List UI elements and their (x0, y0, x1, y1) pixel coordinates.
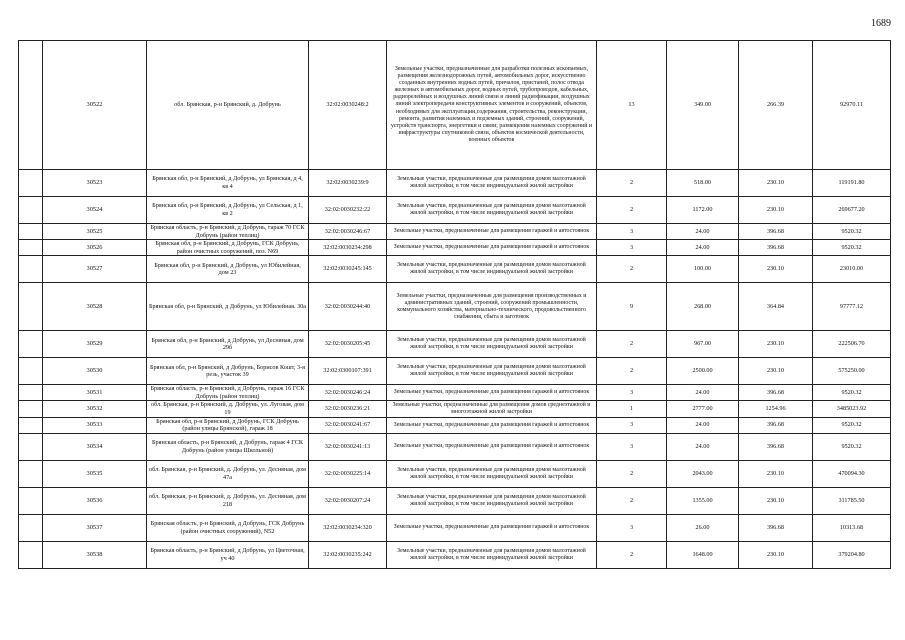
cadastral-number-cell: 32:02:0030232:22 (309, 197, 387, 224)
record-number: 30523 (43, 170, 147, 197)
group-number-cell: 13 (597, 41, 667, 170)
record-number: 30533 (43, 417, 147, 433)
group-number-cell: 1 (597, 401, 667, 417)
blank-cell (19, 385, 43, 401)
blank-cell (19, 283, 43, 331)
record-number: 30524 (43, 197, 147, 224)
cadastral-number-cell: 32:02:0030246:67 (309, 224, 387, 240)
cadastral-number-cell: 32:02:0030234:298 (309, 240, 387, 256)
record-number: 30534 (43, 433, 147, 460)
blank-cell (19, 417, 43, 433)
cadastral-value-cell: 97777.12 (813, 283, 891, 331)
area-cell: 2777.00 (667, 401, 739, 417)
area-cell: 24.00 (667, 433, 739, 460)
area-cell: 2043.00 (667, 460, 739, 487)
record-number: 30527 (43, 256, 147, 283)
record-number: 30522 (43, 41, 147, 170)
area-cell: 2500.00 (667, 358, 739, 385)
page-number: 1689 (871, 18, 891, 29)
blank-cell (19, 541, 43, 568)
table-row (19, 170, 891, 197)
table-row (19, 283, 891, 331)
record-number: 30529 (43, 331, 147, 358)
specific-value-cell: 396.68 (739, 240, 813, 256)
blank-cell (19, 433, 43, 460)
table-row (19, 417, 891, 433)
table-row (19, 401, 891, 417)
blank-cell (19, 240, 43, 256)
cadastral-value-cell: 3485023.92 (813, 401, 891, 417)
group-number-cell: 2 (597, 197, 667, 224)
address-cell: Брянская обл, р-н Брянский, д Добрунь, ул Брянская, д 4, кв 4 (147, 170, 309, 197)
address-cell: обл. Брянская, р-н Брянский, д. Добрунь, ул. Десняная, дом 47а (147, 460, 309, 487)
table-row (19, 385, 891, 401)
area-cell: 26.00 (667, 514, 739, 541)
cadastral-number-cell: 32:02:0030246:24 (309, 385, 387, 401)
cadastral-value-cell: 379204.80 (813, 541, 891, 568)
group-number-cell: 3 (597, 514, 667, 541)
specific-value-cell: 1254.96 (739, 401, 813, 417)
record-number: 30536 (43, 487, 147, 514)
land-purpose-cell: Земельные участки, предназначенные для размещения домов малоэтажной жилой застройки, в том числе индивидуальной жилой застройки (387, 487, 597, 514)
land-purpose-cell: Земельные участки, предназначенные для размещения гаражей и автостоянок (387, 417, 597, 433)
table-row (19, 541, 891, 568)
cadastral-number-cell: 32:02:0030205:45 (309, 331, 387, 358)
cadastral-number-cell: 32:02:0030239:9 (309, 170, 387, 197)
table-row (19, 460, 891, 487)
specific-value-cell: 230.10 (739, 460, 813, 487)
table-row (19, 331, 891, 358)
cadastral-value-cell: 470094.30 (813, 460, 891, 487)
blank-cell (19, 41, 43, 170)
specific-value-cell: 230.10 (739, 331, 813, 358)
table-row (19, 433, 891, 460)
table-row (19, 256, 891, 283)
address-cell: Брянская обл, р-н Брянский, д Добрунь, ул Юбилейная. 30а (147, 283, 309, 331)
area-cell: 24.00 (667, 385, 739, 401)
specific-value-cell: 396.68 (739, 514, 813, 541)
cadastral-number-cell: 32:02:0030244:40 (309, 283, 387, 331)
cadastral-number-cell: 32:02:0030241:13 (309, 433, 387, 460)
table-row (19, 224, 891, 240)
table-row (19, 41, 891, 170)
cadastral-value-cell: 9520.32 (813, 385, 891, 401)
cadastral-number-cell: 32:02:0300107:391 (309, 358, 387, 385)
record-number: 30537 (43, 514, 147, 541)
address-cell: Брянская область, р-н Брянский, д Добрунь, гараж 70 ГСК Добрунь (район теплиц) (147, 224, 309, 240)
table-row (19, 358, 891, 385)
specific-value-cell: 396.68 (739, 224, 813, 240)
area-cell: 518.00 (667, 170, 739, 197)
land-purpose-cell: Земельные участки, предназначенные для размещения домов малоэтажной жилой застройки, в том числе индивидуальной жилой застройки (387, 331, 597, 358)
area-cell: 1172.00 (667, 197, 739, 224)
group-number-cell: 3 (597, 385, 667, 401)
area-cell: 967.00 (667, 331, 739, 358)
land-purpose-cell: Земельные участки, предназначенные для разработки полезных ископаемых, размещения железнодорожных путей, автомобильных дорог, искусственно созданных внутренних водных путей, причалов, пристаней, полос отвода железных и автомобильных дорог, водных путей, трубопроводов, кабельных, радиорелейных и воздушных линий связи и линий радиофикации, воздушных линий электропередачи конструктивных элементов и сооружений, объектов, необходимых для эксплуатации,содержания, строительства, реконструкции, ремонта, развития наземных и подземных зданий, строений, сооружений, устройств транспорта, энергетики и связи; размещения наземных сооружений и инфраструктуры спутниковой связи, объектов космической деятельности, военных объектов (387, 41, 597, 170)
land-purpose-cell: Земельные участки, предназначенные для размещения домов малоэтажной жилой застройки, в том числе индивидуальной жилой застройки (387, 197, 597, 224)
blank-cell (19, 358, 43, 385)
specific-value-cell: 364.84 (739, 283, 813, 331)
land-purpose-cell: Земельные участки, предназначенные для размещения производственных и административных зданий, строений, сооружений промышленности, коммунального хозяйства, материально-технического, продовольственного снабжения, сбыта и заготовок (387, 283, 597, 331)
land-purpose-cell: Земельные участки, предназначенные для размещения домов малоэтажной жилой застройки, в том числе индивидуальной жилой застройки (387, 256, 597, 283)
address-cell: обл. Брянская, р-н Брянский, д. Добрунь, ул. Луговая, дом 19 (147, 401, 309, 417)
cadastral-number-cell: 32:02:0030248:2 (309, 41, 387, 170)
cadastral-number-cell: 32:02:0030234:320 (309, 514, 387, 541)
specific-value-cell: 396.68 (739, 433, 813, 460)
cadastral-number-cell: 32:02:0030245:145 (309, 256, 387, 283)
record-number: 30532 (43, 401, 147, 417)
cadastral-value-cell: 92970.11 (813, 41, 891, 170)
land-purpose-cell: Земельные участки, предназначенные для размещения домов малоэтажной жилой застройки, в том числе индивидуальной жилой застройки (387, 170, 597, 197)
cadastral-value-cell: 311785.50 (813, 487, 891, 514)
address-cell: Брянская обл, р-н Брянский, д Добрунь, ГСК Добрунь (район улицы Брянской), гараж 18 (147, 417, 309, 433)
specific-value-cell: 230.10 (739, 197, 813, 224)
table-body (19, 41, 891, 569)
group-number-cell: 2 (597, 256, 667, 283)
cadastral-number-cell: 32:02:0030207:24 (309, 487, 387, 514)
blank-cell (19, 224, 43, 240)
land-purpose-cell: Земельные участки, предназначенные для размещения домов малоэтажной жилой застройки, в том числе индивидуальной жилой застройки (387, 460, 597, 487)
address-cell: обл. Брянская, р-н Брянский, д. Добрунь (147, 41, 309, 170)
address-cell: Брянская область, р-н Брянский, д Добрунь, гараж 16 ГСК Добрунь (район теплиц) (147, 385, 309, 401)
group-number-cell: 2 (597, 460, 667, 487)
blank-cell (19, 487, 43, 514)
cadastral-value-cell: 10313.68 (813, 514, 891, 541)
group-number-cell: 3 (597, 224, 667, 240)
cadastral-number-cell: 32:02:0030241:67 (309, 417, 387, 433)
group-number-cell: 3 (597, 433, 667, 460)
land-purpose-cell: Земельные участки, предназначенные для размещения гаражей и автостоянок (387, 224, 597, 240)
blank-cell (19, 514, 43, 541)
area-cell: 24.00 (667, 224, 739, 240)
cadastral-value-cell: 222506.70 (813, 331, 891, 358)
specific-value-cell: 230.10 (739, 358, 813, 385)
address-cell: Брянская обл, р-н Брянский, д Добрунь, ул Сельская, д 1, кв 2 (147, 197, 309, 224)
blank-cell (19, 197, 43, 224)
group-number-cell: 2 (597, 487, 667, 514)
record-number: 30525 (43, 224, 147, 240)
address-cell: Брянская обл, р-н Брянский, д Добрунь, ул Десняная, дом 29б (147, 331, 309, 358)
specific-value-cell: 396.68 (739, 417, 813, 433)
table-row (19, 197, 891, 224)
address-cell: Брянская обл, р-н Брянский, д Добрунь, Борисов Кошт, 3-я резь, участок 39 (147, 358, 309, 385)
land-purpose-cell: Земельные участки, предназначенные для размещения гаражей и автостоянок (387, 385, 597, 401)
group-number-cell: 2 (597, 331, 667, 358)
blank-cell (19, 170, 43, 197)
area-cell: 1355.00 (667, 487, 739, 514)
table-row (19, 240, 891, 256)
group-number-cell: 2 (597, 358, 667, 385)
table-row (19, 514, 891, 541)
address-cell: Брянская обл, р-н Брянский, д Добрунь, ГСК Добрунь, район очистных сооружений, поз. N69 (147, 240, 309, 256)
cadastral-number-cell: 32:02:0030225:14 (309, 460, 387, 487)
cadastral-value-cell: 9520.32 (813, 240, 891, 256)
specific-value-cell: 266.39 (739, 41, 813, 170)
group-number-cell: 3 (597, 417, 667, 433)
area-cell: 100.00 (667, 256, 739, 283)
area-cell: 268.00 (667, 283, 739, 331)
group-number-cell: 9 (597, 283, 667, 331)
cadastral-value-cell: 575250.00 (813, 358, 891, 385)
cadastral-value-cell: 9520.32 (813, 417, 891, 433)
address-cell: Брянская область, р-н Брянский, д Добрунь, ул Цветочная, уч 40 (147, 541, 309, 568)
cadastral-value-cell: 119191.80 (813, 170, 891, 197)
address-cell: Брянская область, р-н Брянский, д Добрунь, гараж 4 ГСК Добрунь (район улицы Школьной) (147, 433, 309, 460)
cadastral-value-table (18, 40, 891, 569)
record-number: 30530 (43, 358, 147, 385)
record-number: 30526 (43, 240, 147, 256)
cadastral-number-cell: 32:02:0030236:21 (309, 401, 387, 417)
land-purpose-cell: Земельные участки, предназначенные для размещения домов малоэтажной жилой застройки, в том числе индивидуальной жилой застройки (387, 358, 597, 385)
address-cell: обл. Брянская, р-н Брянский, д. Добрунь, ул. Десняная, дом 218 (147, 487, 309, 514)
land-purpose-cell: Земельные участки, предназначенные для размещения домов среднеэтажной и многоэтажной жилой застройки (387, 401, 597, 417)
specific-value-cell: 230.10 (739, 256, 813, 283)
specific-value-cell: 230.10 (739, 170, 813, 197)
blank-cell (19, 401, 43, 417)
cadastral-number-cell: 32:02:0030235:242 (309, 541, 387, 568)
area-cell: 24.00 (667, 417, 739, 433)
group-number-cell: 2 (597, 541, 667, 568)
blank-cell (19, 460, 43, 487)
cadastral-value-cell: 9520.32 (813, 433, 891, 460)
cadastral-value-cell: 269677.20 (813, 197, 891, 224)
record-number: 30531 (43, 385, 147, 401)
record-number: 30538 (43, 541, 147, 568)
area-cell: 349.00 (667, 41, 739, 170)
address-cell: Брянская область, р-н Брянский, д Добрунь, ГСК Добрунь (район очистных сооружений), N52 (147, 514, 309, 541)
specific-value-cell: 396.68 (739, 385, 813, 401)
address-cell: Брянская обл, р-н Брянский, д Добрунь, ул Юбилейная, дом 23 (147, 256, 309, 283)
blank-cell (19, 331, 43, 358)
record-number: 30535 (43, 460, 147, 487)
group-number-cell: 2 (597, 170, 667, 197)
table-row (19, 487, 891, 514)
specific-value-cell: 230.10 (739, 487, 813, 514)
record-number: 30528 (43, 283, 147, 331)
cadastral-value-cell: 23010.00 (813, 256, 891, 283)
area-cell: 1648.00 (667, 541, 739, 568)
land-purpose-cell: Земельные участки, предназначенные для размещения гаражей и автостоянок (387, 240, 597, 256)
land-purpose-cell: Земельные участки, предназначенные для размещения домов малоэтажной жилой застройки, в том числе индивидуальной жилой застройки (387, 541, 597, 568)
land-purpose-cell: Земельные участки, предназначенные для размещения гаражей и автостоянок (387, 433, 597, 460)
area-cell: 24.00 (667, 240, 739, 256)
group-number-cell: 3 (597, 240, 667, 256)
land-purpose-cell: Земельные участки, предназначенные для размещения гаражей и автостоянок (387, 514, 597, 541)
specific-value-cell: 230.10 (739, 541, 813, 568)
blank-cell (19, 256, 43, 283)
cadastral-value-cell: 9520.32 (813, 224, 891, 240)
